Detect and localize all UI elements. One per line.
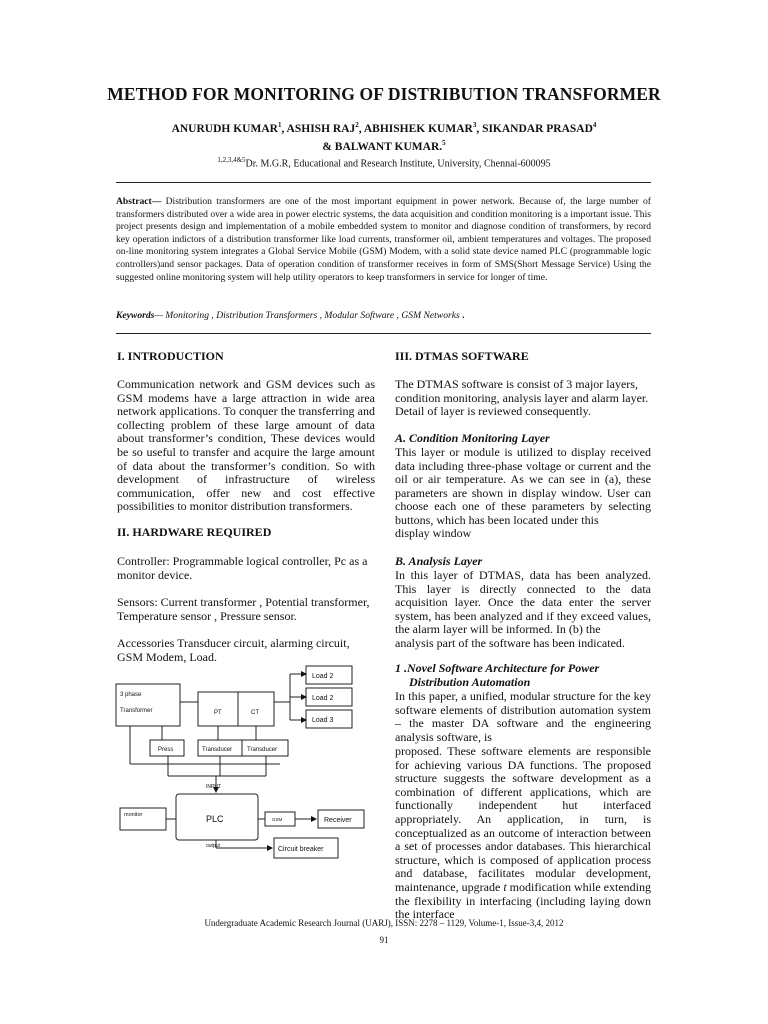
author-line-1	[0, 118, 768, 136]
abstract	[116, 196, 651, 284]
keywords-end: .	[459, 310, 465, 321]
section-heading-hardware: II. HARDWARE REQUIRED	[117, 525, 272, 539]
diagram-label: Load 3	[312, 717, 334, 724]
diagram-label: GSM	[272, 817, 283, 822]
diagram-label: Transducer	[247, 747, 278, 753]
transformer-block	[116, 684, 180, 726]
introduction-text: Communication network and GSM devices such as GSM modems have a large attraction in wide area network applications. To conquer the transferring and collecting problem of these large amount of data about transformer’s condition, These devices would be so useful to transfer and acquire the large amount of data about the transformer’s condition. So with development of infrastructure of wireless communication, offer new and cost effective possibilities to monitor distribution transformers.	[117, 377, 375, 514]
keywords	[116, 310, 651, 321]
italic-glyph: t	[503, 879, 507, 894]
analysis-layer-text: In this layer of DTMAS, data has been analyzed. This layer is directly connected to the data acquisition layer. Once the data enter the server system, has been analyzed and if they exceed values, the alarm layer will be informed. In (b) the	[395, 568, 651, 637]
subheading-condition-monitoring: A. Condition Monitoring Layer	[395, 431, 550, 445]
diagram-label: Transformer	[120, 708, 153, 714]
section-heading-software: III. DTMAS SOFTWARE	[395, 349, 529, 363]
diagram-label: 3 phase	[120, 692, 142, 698]
diagram-label: PLC	[206, 814, 224, 824]
diagram-label: INPUT	[206, 784, 221, 790]
ct-block	[238, 692, 274, 726]
paragraph-text: proposed. These software elements are responsible for achieving various DA functions. The proposed structure suggests the software development as a combination of different applications, which are functionally independent hut interfaced appropriately. An application, in turn, is conceptualized as an outcome of interaction between a set of processes andor databases. This hierarchical structure, which is composed of application process and database, facilitates modular development, maintenance, upgrade	[395, 744, 651, 894]
author-index: 2	[355, 121, 359, 129]
author-name: , ASHISH RAJ	[281, 122, 356, 135]
abstract-text: Distribution transformers are one of the most important equipment in power network. Because of, the large number of transformers distributed over a wide area in power electric systems, the data acquisition and condition monitoring is a important issue. This project presents design and implementation of a mobile embedded system to monitor and diagnose condition of transformers, by record key operation indictors of a distribution transformer like load currents, transformer oil, ambient temperatures and voltages. The proposed on-line monitoring system integrates a Global Service Mobile (GSM) Modem, with a solid state device named PLC (programmable logic controllers)and sensor packages. Data of operation condition of transformer receives in form of SMS(Short Message Service) Using the suggested online monitoring system will help utility operators to keep transformers in service for longer of time.	[116, 196, 651, 283]
page-number: 91	[379, 935, 389, 945]
paragraph-text: modification while extending the flexibility in interfacing (including laying down the interface	[395, 879, 651, 922]
hardware-block-diagram	[110, 664, 370, 886]
diagram-label: PT	[214, 710, 222, 716]
paper-title: METHOD FOR MONITORING OF DISTRIBUTION TRANSFORMER	[107, 84, 661, 104]
condition-monitoring-text: This layer or module is utilized to display received data including three-phase voltage or current and the oil or air temperature. As we can see in (a), these parameters are shown in display window. User can choose each one of these parameters by selecting buttons, which has been located under this	[395, 445, 651, 527]
diagram-label: output	[206, 843, 220, 849]
author-name: ANURUDH KUMAR	[171, 122, 278, 135]
author-index: 5	[442, 138, 446, 147]
software-text: The DTMAS software is consist of 3 major layers, condition monitoring, analysis layer and alarm layer. Detail of layer is reviewed consequently.	[395, 377, 649, 419]
divider-bottom	[116, 333, 651, 334]
keywords-label: Keywords	[116, 310, 155, 321]
journal-footer: Undergraduate Academic Research Journal (UARJ), ISSN: 2278 – 1129, Volume-1, Issue-3,4, 2012	[204, 918, 564, 928]
subheading-novel-architecture	[395, 662, 651, 689]
author-name: & BALWANT KUMAR.	[322, 140, 443, 153]
subheading-line: 1 .Novel Software Architecture for Power	[395, 661, 600, 675]
diagram-label: Load 2	[312, 673, 334, 680]
affiliation-text: Dr. M.G.R, Educational and Research Institute, University, Chennai-600095	[245, 158, 551, 170]
novel-architecture-text: In this paper, a unified, modular structure for the key software elements of distribution automation system – the master DA software and the engineering analysis software, is	[395, 689, 651, 744]
novel-architecture-text-continued	[395, 745, 651, 922]
condition-monitoring-text-end: display window	[395, 526, 472, 540]
author-index: 1	[277, 121, 282, 129]
affiliation-index: 1,2,3,4&5	[217, 156, 246, 164]
diagram-label: CT	[251, 710, 259, 716]
diagram-label: Load 2	[312, 695, 334, 702]
author-list	[0, 118, 768, 154]
hardware-sensors: Sensors: Current transformer , Potential transformer, Temperature sensor , Pressure sensor.	[117, 595, 370, 623]
pt-block	[198, 692, 238, 726]
diagram-label: Press	[158, 747, 174, 753]
diagram-label: monitor	[124, 812, 143, 818]
hardware-accessories: Accessories Transducer circuit, alarming circuit, GSM Modem, Load.	[117, 636, 350, 664]
analysis-layer-text-end: analysis part of the software has been indicated.	[395, 636, 625, 650]
divider-top	[116, 182, 651, 183]
section-heading-introduction: I. INTRODUCTION	[117, 349, 224, 363]
author-index: 3	[472, 121, 477, 129]
author-name: , SIKANDAR PRASAD	[476, 122, 593, 135]
author-index: 4	[592, 121, 597, 129]
subheading-analysis-layer: B. Analysis Layer	[395, 554, 483, 568]
diagram-label: Receiver	[324, 817, 352, 824]
keywords-text: — Monitoring , Distribution Transformers , Modular Software , GSM Networks	[154, 310, 460, 321]
diagram-label: Circuit breaker	[278, 846, 324, 853]
affiliation	[0, 156, 768, 169]
hardware-controller: Controller: Programmable logical controller, Pc as a monitor device.	[117, 554, 368, 582]
author-line-2	[0, 136, 768, 154]
diagram-label: Transducer	[202, 747, 233, 753]
subheading-line: Distribution Automation	[409, 674, 531, 689]
author-name: , ABHISHEK KUMAR	[358, 122, 473, 135]
abstract-label: Abstract—	[116, 196, 162, 207]
